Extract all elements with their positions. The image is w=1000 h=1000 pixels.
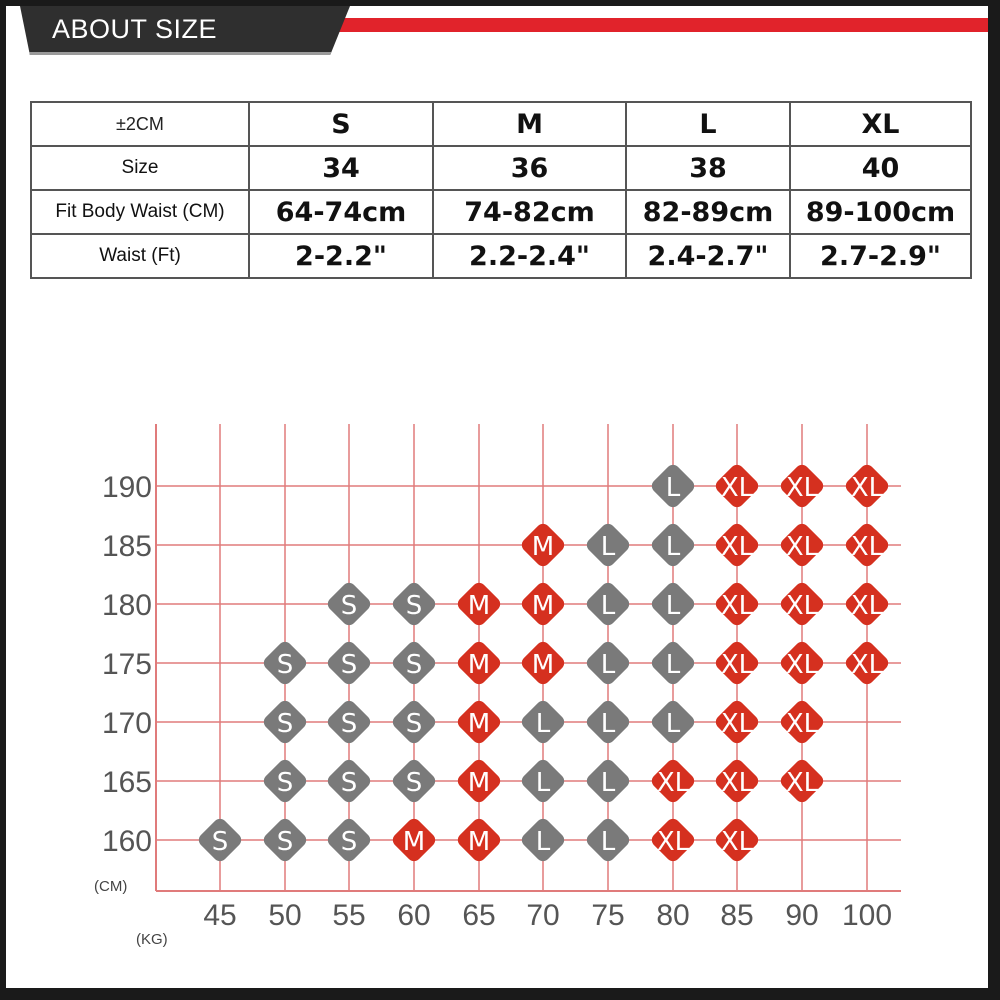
size-marker-l [519,816,567,864]
marker-label: M [531,650,555,680]
size-marker-l [584,816,632,864]
table-cell: 2.2-2.4" [433,234,626,278]
size-marker-m [455,639,503,687]
x-tick-label: 65 [462,899,496,932]
size-marker-xl [713,639,761,687]
marker-label: XL [850,591,884,621]
marker-label: XL [720,650,754,680]
marker-label: S [340,650,358,680]
size-marker-l [584,580,632,628]
table-cell: 36 [433,146,626,190]
size-marker-xl [778,639,826,687]
size-marker-m [519,639,567,687]
table-cell: 82-89cm [626,190,790,234]
marker-label: L [600,827,616,857]
marker-label: XL [850,532,884,562]
marker-label: XL [785,591,819,621]
size-marker-xl [649,816,697,864]
marker-label: L [600,532,616,562]
size-marker-xl [843,521,891,569]
size-marker-s [196,816,244,864]
marker-label: M [467,591,491,621]
row-label: Waist (Ft) [31,234,249,278]
size-marker-xl [713,698,761,746]
marker-label: M [531,532,555,562]
marker-label: L [535,709,551,739]
size-marker-xl [713,816,761,864]
marker-label: S [405,768,423,798]
x-axis-label: (KG) [136,931,168,948]
marker-label: S [276,709,294,739]
size-marker-s [261,639,309,687]
marker-label: S [340,709,358,739]
marker-label: L [600,591,616,621]
size-header-m: M [433,102,626,146]
row-label: Fit Body Waist (CM) [31,190,249,234]
size-marker-l [649,580,697,628]
size-marker-l [649,462,697,510]
marker-label: S [340,827,358,857]
table-cell: 40 [790,146,971,190]
marker-label: S [276,768,294,798]
x-tick-label: 85 [720,899,754,932]
marker-label: S [405,709,423,739]
size-marker-s [261,757,309,805]
marker-label: L [600,768,616,798]
size-marker-s [325,639,373,687]
x-tick-label: 60 [397,899,431,932]
page-title: ABOUT SIZE [52,14,218,44]
marker-label: S [276,650,294,680]
x-tick-label: 100 [841,899,893,932]
marker-label: S [405,591,423,621]
marker-label: XL [785,768,819,798]
marker-label: S [276,827,294,857]
x-tick-label: 75 [591,899,625,932]
x-tick-label: 50 [268,899,302,932]
y-tick-label: 160 [101,825,152,858]
table-cell: 38 [626,146,790,190]
marker-label: M [467,709,491,739]
y-tick-label: 165 [101,766,152,799]
table-cell: 2.4-2.7" [626,234,790,278]
size-marker-l [584,639,632,687]
size-marker-s [325,698,373,746]
size-marker-l [649,521,697,569]
marker-label: L [665,532,681,562]
marker-label: XL [656,768,690,798]
size-marker-xl [713,462,761,510]
size-marker-m [519,580,567,628]
marker-label: L [600,650,616,680]
size-chart [6,6,988,988]
marker-label: S [340,591,358,621]
size-marker-l [584,521,632,569]
size-marker-xl [778,462,826,510]
marker-label: XL [850,650,884,680]
size-header-l: L [626,102,790,146]
marker-label: XL [785,709,819,739]
size-marker-m [519,521,567,569]
x-tick-label: 55 [332,899,366,932]
size-marker-s [390,639,438,687]
marker-label: M [402,827,426,857]
size-marker-m [390,816,438,864]
size-marker-s [325,757,373,805]
x-tick-label: 70 [526,899,560,932]
y-axis-label: (CM) [94,878,128,895]
y-tick-label: 185 [101,530,152,563]
size-marker-xl [713,757,761,805]
size-marker-m [455,580,503,628]
size-marker-m [455,757,503,805]
size-marker-l [649,639,697,687]
size-marker-s [261,698,309,746]
y-tick-label: 180 [101,589,152,622]
row-label: Size [31,146,249,190]
marker-label: L [665,709,681,739]
size-marker-xl [778,698,826,746]
marker-label: XL [720,768,754,798]
table-cell: 34 [249,146,433,190]
marker-label: L [535,768,551,798]
size-marker-l [519,757,567,805]
size-marker-l [584,698,632,746]
size-marker-s [261,816,309,864]
size-marker-m [455,698,503,746]
marker-label: XL [785,473,819,503]
marker-label: L [600,709,616,739]
y-tick-label: 175 [101,648,152,681]
marker-label: L [665,473,681,503]
size-marker-xl [843,580,891,628]
size-marker-m [455,816,503,864]
size-marker-l [649,698,697,746]
table-cell: 64-74cm [249,190,433,234]
size-marker-l [519,698,567,746]
marker-label: L [665,650,681,680]
size-marker-xl [843,462,891,510]
x-tick-label: 45 [203,899,237,932]
marker-label: L [535,827,551,857]
y-tick-label: 170 [101,707,152,740]
marker-label: XL [785,532,819,562]
size-marker-l [584,757,632,805]
size-marker-s [390,580,438,628]
marker-label: S [211,827,229,857]
marker-label: XL [720,532,754,562]
size-marker-s [325,816,373,864]
table-corner-note: ±2CM [31,102,249,146]
table-cell: 2-2.2" [249,234,433,278]
x-tick-label: 90 [785,899,819,932]
table-cell: 89-100cm [790,190,971,234]
size-header-s: S [249,102,433,146]
marker-label: S [340,768,358,798]
marker-label: XL [720,473,754,503]
size-marker-s [390,698,438,746]
table-cell: 74-82cm [433,190,626,234]
marker-label: M [467,827,491,857]
marker-label: XL [720,591,754,621]
size-marker-xl [713,580,761,628]
size-marker-xl [778,521,826,569]
size-marker-s [325,580,373,628]
table-cell: 2.7-2.9" [790,234,971,278]
marker-label: XL [850,473,884,503]
size-marker-xl [778,580,826,628]
marker-label: M [467,768,491,798]
size-guide-panel [6,6,988,988]
marker-label: L [665,591,681,621]
x-tick-label: 80 [656,899,690,932]
marker-label: XL [720,709,754,739]
size-marker-xl [713,521,761,569]
marker-label: XL [720,827,754,857]
size-header-xl: XL [790,102,971,146]
size-marker-xl [778,757,826,805]
marker-label: M [467,650,491,680]
marker-label: XL [656,827,690,857]
size-marker-s [390,757,438,805]
marker-label: S [405,650,423,680]
marker-label: XL [785,650,819,680]
size-marker-xl [843,639,891,687]
size-marker-xl [649,757,697,805]
marker-label: M [531,591,555,621]
y-tick-label: 190 [101,471,152,504]
